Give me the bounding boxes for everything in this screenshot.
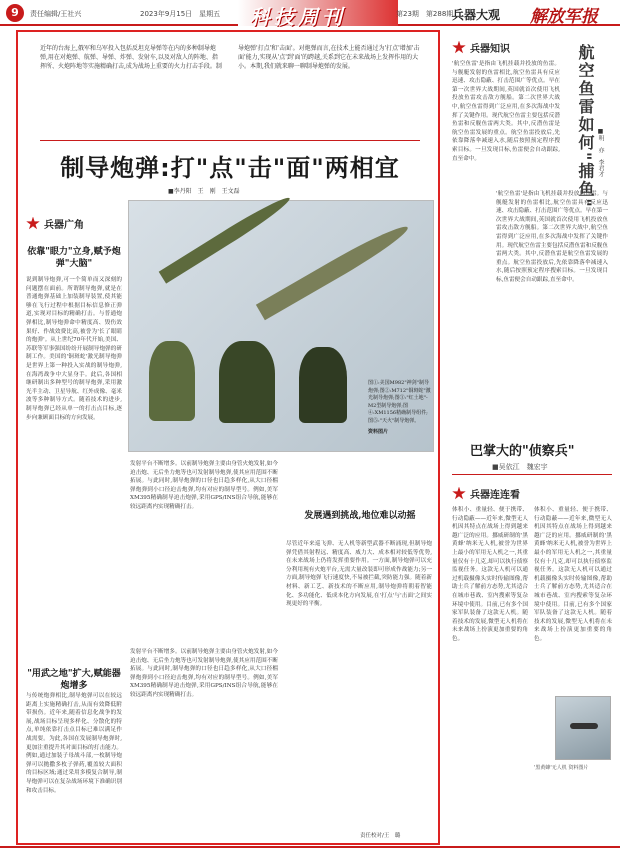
body-text-column: 与传统炮弹相比,制导炮弹可以在较远距离上实施精确打击,从而有效降低附带损伤。近年来,随着信息化战争的发展,战场目标呈现多样化、分散化的特点,单纯依靠打击点目标已难以满足作战需要。为此,各国在发展制导炮弹时,更加注重提升其对面目标的打击能力。例如,通过加装子母战斗部,一枚制导炮弹可以抛撒多枚子弹药,覆盖较大面积的目标区域;通过采用多模复合制导,制导炮弹可以在复杂战场环境下准确识别和攻击目标。: [26, 693, 122, 794]
photo-credit: 资料图片: [368, 429, 389, 435]
section-title: 兵器知识: [470, 44, 510, 55]
star-icon: [452, 41, 466, 55]
section-title: 兵器广角: [44, 220, 84, 231]
editor-credit: 责任编辑/王社兴: [30, 10, 82, 18]
page-number: 9: [6, 4, 24, 22]
body-text-column: '航空鱼雷'是指由飞机挂载并投放的鱼雷。与舰艇发射的鱼雷相比,航空鱼雷具有反应迅速、攻击隐蔽、打击范围广等优点。早在第一次世界大战期间,英国就首次使用飞机投放鱼雷攻击敌方舰船。第二次世界大战中,航空鱼雷得到广泛应用,在多次海战中发挥了关键作用。现代航空鱼雷主要包括反潜鱼雷和反舰鱼雷两大类。其中,反潜鱼雷是航空鱼雷发展的重点。航空鱼雷投放后,先依靠降落伞减速入水,随后按照预定程序搜索目标。一旦发现目标,鱼雷便会自动跟踪,直至命中。: [496, 191, 608, 283]
body-text-column: '航空鱼雷'是指由飞机挂载并投放的鱼雷。与舰艇发射的鱼雷相比,航空鱼雷具有反应迅速、攻击隐蔽、打击范围广等优点。早在第一次世界大战期间,英国就首次使用飞机投放鱼雷攻击敌方舰船。第二次世界大战中,航空鱼雷得到广泛应用,在多次海战中发挥了关键作用。现代航空鱼雷主要包括反潜鱼雷和反舰鱼雷两大类。其中,反潜鱼雷是航空鱼雷发展的重点。航空鱼雷投放后,先依靠降落伞减速入水,随后按照预定程序搜索目标。一旦发现目标,鱼雷便会自动跟踪,直至命中。: [452, 61, 560, 162]
subheading: 发展遇到挑战,地位难以动摇: [304, 511, 416, 521]
photo-caption: '黑黄蜂'无人机 资料图片: [534, 765, 589, 771]
newspaper-logo: 解放军报: [530, 7, 598, 27]
body-text-column: 体积小、重量轻、便于携带、行动隐蔽——近年来,微型无人机因其特点在战场上得到越来越广泛的应用。挪威研制的'黑黄蜂'纳米无人机,被誉为世界上最小的军用无人机之一,其重量仅有十几克,却可以执行侦察监视任务。这款无人机可以通过机载摄像头实时传输图像,帮助士兵了解前方态势,尤其适合在城市巷战、室内搜索等复杂环境中使用。目前,已有多个国家军队装备了这款无人机。随着技术的发展,微型无人机将在未来战场上扮演更加重要的角色。: [452, 507, 528, 642]
body-text-column: 发射平台不断增多。以前制导炮弹主要由身管火炮发射,如今迫击炮、无后坐力炮等也可发射制导炮弹,使其应用范围不断拓展。与此同时,制导炮弹的口径也日趋多样化,从大口径榴弹炮弹到小口径迫击炮弹,均有对应的制导型号。例如,美军XM395精确制导迫击炮弹,采用GPS/INS组合导航,能够在较远距离内实现精确打击。: [130, 461, 278, 510]
body-text-column: 发射平台不断增多。以前制导炮弹主要由身管火炮发射,如今迫击炮、无后坐力炮等也可发射制导炮弹,使其应用范围不断拓展。与此同时,制导炮弹的口径也日趋多样化,从大口径榴弹炮弹到小口径迫击炮弹,均有对应的制导型号。例如,美军XM395精确制导迫击炮弹,采用GPS/INS组合导航,能够在较远距离内实现精确打击。: [130, 649, 278, 698]
article-subtitle: 巴掌大的"侦察兵": [470, 444, 575, 459]
photo-caption: [368, 380, 432, 437]
star-icon: [26, 217, 40, 231]
column-banner: 科技周刊: [250, 5, 346, 29]
divider: [40, 140, 420, 141]
page-header: [0, 0, 620, 29]
body-text-column: 说到制导炮弹,可一个简单而又深刻的问题摆在面前。所谓制导炮弹,就是在普通炮弹基础上加装制导装置,使其能够在飞行过程中根据目标信息修正弹道,实现对目标的精确打击。与普通炮弹相比,制导炮弹命中精度高、毁伤效果好、作战效费比高,被誉为'长了眼睛的炮弹'。从上世纪70年代开始,美国、苏联等军事强国纷纷开展制导炮弹的研制工作。美国的'铜斑蛇'激光制导炮弹是世界上第一种投入实战的制导炮弹,在海湾战争中大显身手。此后,各国相继研制出多种型号的制导炮弹,采用激光半主动、卫星导航、红外成像、毫米波等多种制导方式。随着技术的进步,制导炮弹已经从单一的打击点目标,逐步向兼顾面目标的方向发展。: [26, 277, 122, 421]
missile-image: [159, 192, 294, 283]
vertical-title: 航空鱼雷如何"捕鱼": [576, 44, 595, 209]
article-intro: 近年的台海上,俄军和乌军投入包括反坦克导弹等在内的多种制导炮弹,用在对炮弹、航弹、导弹、炸弹、发射车,以及对敌人的阵地、指挥所、火炮阵地等实施精确打击,成为战场上重要的火力打击手段。制导炮弹'打点'和'击面'。对炮弹而言,在技术上能否通过为'打点'增加'击面'能力,实现从'点'到'面'的跨越,关系到它在未来战场上发挥作用的大小。本期,我们就来聊一聊制导炮弹的发展。: [40, 45, 420, 70]
divider: [452, 474, 612, 475]
section-heading-right: [452, 486, 520, 501]
drone-image: [570, 723, 598, 729]
body-text-column: 尽管近年来巡飞弹、无人机等新型武器不断涌现,但制导炮弹凭借其射程远、精度高、威力大、成本相对较低等优势,在未来战场上仍将发挥重要作用。一方面,制导炮弹可以充分利用现有火炮平台,无需大量改装即可形成作战能力;另一方面,制导炮弹飞行速度快,不易被拦截,突防能力强。随着新材料、新工艺、新技术的不断应用,制导炮弹将朝着智能化、多功能化、低成本化方向发展,在'打点'与'击面'之间实现更好的平衡。: [286, 541, 432, 608]
star-icon: [452, 487, 466, 501]
shell-image: [299, 347, 347, 423]
section-heading-left: [26, 216, 84, 231]
issue-number: 第23期 第288期: [396, 10, 454, 18]
missile-image: [256, 220, 412, 321]
article-headline: 制导炮弹:打"点"击"面"两相宜: [60, 154, 400, 182]
article-byline: ■吴依江 魏宏宇: [492, 463, 548, 471]
body-text-column: 体积小、重量轻、便于携带、行动隐蔽——近年来,微型无人机因其特点在战场上得到越来越广泛的应用。挪威研制的'黑黄蜂'纳米无人机,被誉为世界上最小的军用无人机之一,其重量仅有十几克,却可以执行侦察监视任务。这款无人机可以通过机载摄像头实时传输图像,帮助士兵了解前方态势,尤其适合在城市巷战、室内搜索等复杂环境中使用。目前,已有多个国家军队装备了这款无人机。随着技术的发展,微型无人机将在未来战场上扮演更加重要的角色。: [534, 507, 612, 642]
caption-text: 图①:美国M982"神剑"制导炮弹;图②:M712"铜斑蛇"激光制导炮弹;图③:"红土地"-M2型制导炮弹;图④:XM1156精确制导组件;图⑤:"天火"制导炮弹。: [368, 380, 431, 424]
footer-line: [0, 846, 620, 848]
section-name: 兵器大观: [452, 8, 501, 22]
shell-image: [219, 341, 275, 423]
vertical-byline: ■明 亦 李君才: [597, 128, 604, 177]
proofreader-credit: 责任校对/王 璐: [360, 833, 401, 839]
shell-image: [149, 341, 195, 421]
section-title: 兵器连连看: [470, 490, 520, 501]
subheading: "用武之地"扩大,赋能器炮增多: [27, 669, 121, 691]
section-heading-right: [452, 40, 510, 55]
subheading: 依靠"眼力"立身,赋予炮弹"大脑": [27, 247, 121, 269]
drone-photo: [555, 696, 611, 760]
issue-date: 2023年9月15日 星期五: [140, 10, 221, 18]
article-byline: ■李丹阳 王 刚 王文磊: [168, 188, 240, 195]
